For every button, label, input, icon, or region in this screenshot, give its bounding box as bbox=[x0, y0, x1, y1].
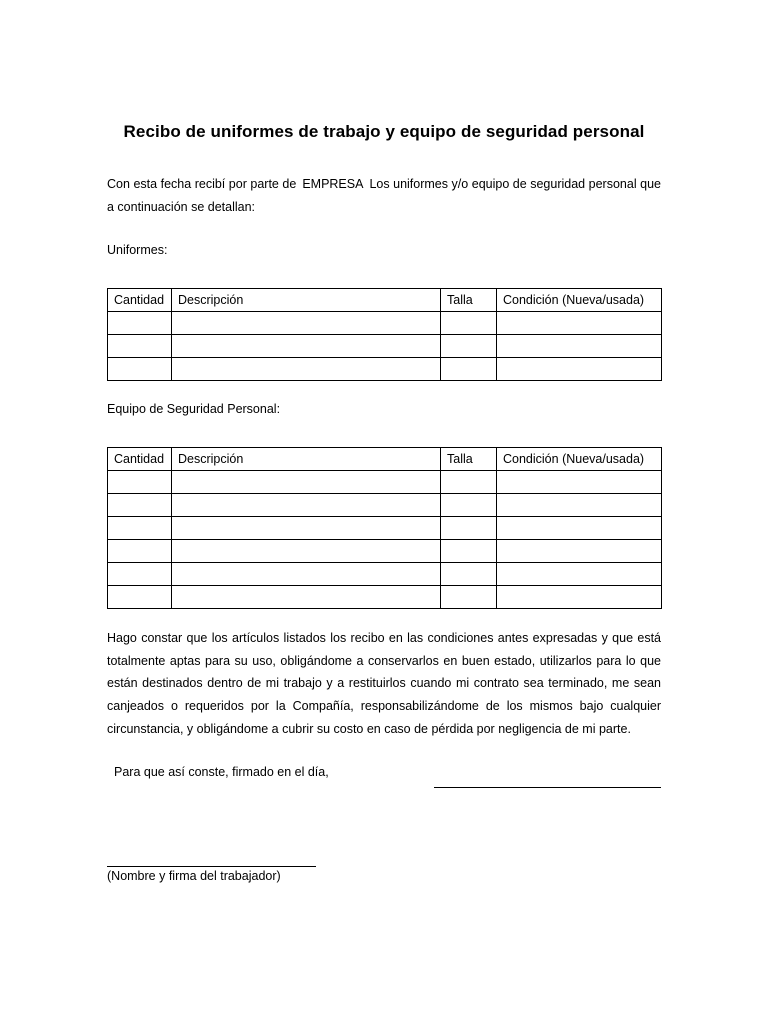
table-cell-description bbox=[172, 540, 441, 563]
table-cell-quantity bbox=[108, 563, 172, 586]
table-header-row bbox=[108, 289, 662, 312]
table-cell-quantity bbox=[108, 471, 172, 494]
table-cell-condition bbox=[497, 471, 662, 494]
table-cell-size bbox=[441, 471, 497, 494]
table-cell-description bbox=[172, 335, 441, 358]
header-quantity: Cantidad bbox=[108, 448, 172, 471]
header-condition: Condición (Nueva/usada) bbox=[497, 289, 662, 312]
header-description: Descripción bbox=[172, 448, 441, 471]
table-cell-size bbox=[441, 586, 497, 609]
table-cell-size bbox=[441, 563, 497, 586]
header-size: Talla bbox=[441, 289, 497, 312]
table-cell-quantity bbox=[108, 335, 172, 358]
table-cell-condition bbox=[497, 563, 662, 586]
table-cell-description bbox=[172, 563, 441, 586]
table-row bbox=[108, 563, 662, 586]
table-cell-size bbox=[441, 358, 497, 381]
table-cell-description bbox=[172, 586, 441, 609]
table-cell-condition bbox=[497, 540, 662, 563]
table-cell-quantity bbox=[108, 358, 172, 381]
table-row bbox=[108, 586, 662, 609]
table-cell-description bbox=[172, 494, 441, 517]
table-row bbox=[108, 358, 662, 381]
table-cell-quantity bbox=[108, 312, 172, 335]
header-condition: Condición (Nueva/usada) bbox=[497, 448, 662, 471]
table-cell-description bbox=[172, 517, 441, 540]
signature-date-text: Para que así conste, firmado en el día, bbox=[114, 765, 329, 779]
company-name: EMPRESA bbox=[302, 177, 364, 191]
statement-paragraph: Hago constar que los artículos listados los recibo en las condiciones antes expresadas y que está totalmente aptas para su uso, obligándome a conservarlos en buen estado, utilizarlos para lo que están destinados dentro de mi trabajo y a restituirlos cuando mi contrato sea terminado, me sean canjeados o requeridos por la Compañía, responsabilizándome de los mismos bajo cualquier circunstancia, y obligándome a cubrir su costo en caso de pérdida por negligencia de mi parte. bbox=[107, 631, 661, 736]
table-cell-description bbox=[172, 358, 441, 381]
intro-text-after: Los uniformes y/o equipo de seguridad personal que a continuación se detallan: bbox=[107, 177, 661, 214]
header-size: Talla bbox=[441, 448, 497, 471]
table-cell-condition bbox=[497, 517, 662, 540]
header-quantity: Cantidad bbox=[108, 289, 172, 312]
document-title: Recibo de uniformes de trabajo y equipo de seguridad personal bbox=[123, 122, 645, 141]
header-description: Descripción bbox=[172, 289, 441, 312]
table-row bbox=[108, 335, 662, 358]
table-cell-quantity bbox=[108, 494, 172, 517]
table-cell-size bbox=[441, 335, 497, 358]
table-cell-description bbox=[172, 471, 441, 494]
table-cell-quantity bbox=[108, 540, 172, 563]
worker-signature-line bbox=[107, 866, 316, 867]
table-row bbox=[108, 471, 662, 494]
intro-paragraph bbox=[107, 173, 661, 218]
table-row bbox=[108, 312, 662, 335]
table-cell-condition bbox=[497, 335, 662, 358]
intro-text-before: Con esta fecha recibí por parte de bbox=[107, 177, 297, 191]
table-cell-quantity bbox=[108, 517, 172, 540]
table-row bbox=[108, 517, 662, 540]
table-cell-condition bbox=[497, 586, 662, 609]
table-cell-condition bbox=[497, 358, 662, 381]
table-row bbox=[108, 540, 662, 563]
equipment-table bbox=[107, 447, 662, 609]
table-cell-size bbox=[441, 494, 497, 517]
equipment-section-label: Equipo de Seguridad Personal: bbox=[107, 402, 281, 416]
table-cell-quantity bbox=[108, 586, 172, 609]
table-cell-condition bbox=[497, 494, 662, 517]
table-cell-size bbox=[441, 540, 497, 563]
table-row bbox=[108, 494, 662, 517]
uniforms-section-label: Uniformes: bbox=[107, 243, 168, 257]
table-cell-size bbox=[441, 517, 497, 540]
table-header-row bbox=[108, 448, 662, 471]
table-cell-size bbox=[441, 312, 497, 335]
table-cell-description bbox=[172, 312, 441, 335]
table-cell-condition bbox=[497, 312, 662, 335]
uniforms-table bbox=[107, 288, 662, 381]
date-signature-line bbox=[434, 787, 661, 788]
worker-signature-caption: (Nombre y firma del trabajador) bbox=[107, 869, 281, 883]
